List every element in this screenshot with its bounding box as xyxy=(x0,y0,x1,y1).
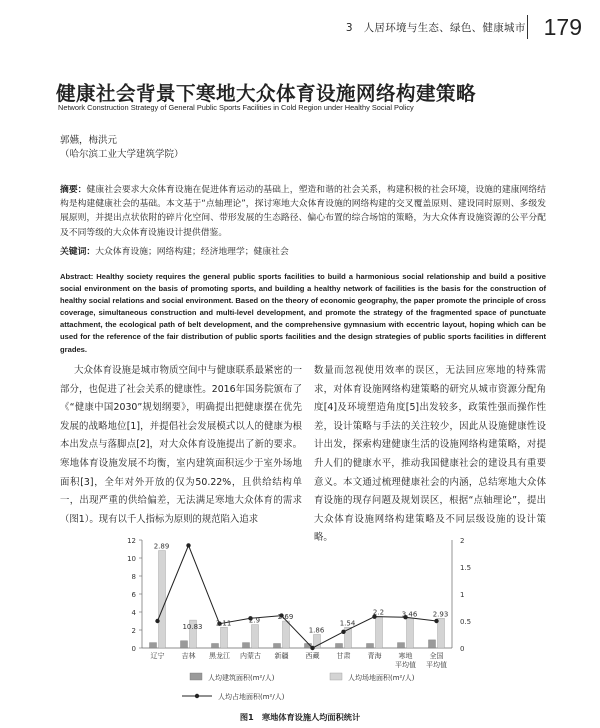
bar-building-area xyxy=(398,643,405,648)
y-left-tick-label: 4 xyxy=(131,609,136,617)
data-label: 2.89 xyxy=(153,542,170,551)
data-label: 2.9 xyxy=(248,616,261,625)
bar-site-area xyxy=(438,618,445,648)
line-point xyxy=(155,619,159,623)
legend-swatch-building xyxy=(190,673,202,680)
abstract-cn-text: 健康社会要求大众体育设施在促进体育运动的基础上，塑造和谐的社会关系，构建积极的社会环境，设施的建康网络结构是构建健康社会的基础。本文基于“点轴理论”，探讨寒地大众体育设施的网络构建的交叉覆盖原则、建设同时原则、多级发展原则，并提出点状依附的碎片化空间、带形发展的生态路径、偏心布置的综合场馆的策略，为大众体育设施资源的公平分配及不同等级的大众体育设施设计提供借鉴。 xyxy=(60,185,546,238)
y-left-tick-label: 8 xyxy=(131,573,136,581)
x-category-label: 新疆 xyxy=(274,652,289,660)
line-point xyxy=(310,646,314,650)
bar-site-area xyxy=(221,627,228,648)
y-right-tick-label: 1 xyxy=(460,591,465,599)
article-title-en: Network Construction Strategy of General Public Sports Facilities in Cold Region under Healthy Social Policy xyxy=(58,103,414,112)
legend-swatch-site xyxy=(330,673,342,680)
line-point xyxy=(341,630,345,634)
data-label: 3.11 xyxy=(215,619,232,628)
y-left-tick-label: 0 xyxy=(131,645,136,653)
line-land-area xyxy=(158,545,437,648)
figure-1-chart xyxy=(70,530,550,708)
data-label: 3.46 xyxy=(401,610,418,619)
abstract-cn xyxy=(60,183,546,240)
x-category-label: 黑龙江 xyxy=(209,652,230,660)
x-category-label: 吉林 xyxy=(181,652,196,660)
bar-building-area xyxy=(274,644,281,649)
bar-building-area xyxy=(429,640,436,648)
body-column-right: 数量而忽视使用效率的误区，无法回应寒地的特殊需求，对体育设施网络构建策略的研究从城市资源分配角度[4]及环境塑造角度[5]出发较多，政策性强而操作性差，设计策略与手法的关注较少，因此从设施健康性设计出发，探索构建健康生活的设施网络构建策略，对提升人们的健康水平，推动我国健康社会的建设具有重要意义。本文通过梳理健康社会的内涵，总结寒地大众体育设施的现存问题及规划误区，根据“点轴理论”，提出大众体育设施网络构建策略及不同层级设施的设计策略。 xyxy=(314,365,546,544)
y-right-tick-label: 0.5 xyxy=(460,618,472,626)
bar-site-area xyxy=(159,551,166,648)
x-category-label: 西藏 xyxy=(305,652,320,660)
bar-building-area xyxy=(367,644,374,649)
affiliation: （哈尔滨工业大学建筑学院） xyxy=(60,149,184,160)
legend-label-site: 人均场地面积(m²/人) xyxy=(348,674,415,682)
keywords xyxy=(60,245,546,259)
data-label: 1.86 xyxy=(308,626,325,635)
y-left-tick-label: 2 xyxy=(131,627,136,635)
data-label: 2.93 xyxy=(432,610,449,619)
x-category-label: 平均值 xyxy=(426,661,447,669)
abstract-en xyxy=(60,271,546,356)
bar-site-area xyxy=(283,621,290,648)
x-category-label: 甘肃 xyxy=(336,652,351,660)
y-right-tick-label: 0 xyxy=(460,645,465,653)
data-label: 2.69 xyxy=(277,613,294,621)
bar-site-area xyxy=(376,617,383,649)
x-category-label: 寒地 xyxy=(398,652,413,660)
abstract-en-text: Healthy society requires the general public sports facilities to build a harmonious social relationship and build a positive social environment on the basis of promoting sports, and building a healthy network of facilities is the basis for the construction of healthy social relations and social environment. Based on the theory of economic geography, the paper promote the principle of cross coverage, simultaneous construction and multi-level development, and promote the strategy of the fragmented space of punctuate attachment, the ecological path of belt development, and the comprehensive gymnasium with eccentric layout, hoping which can be used for the reference of the fair distribution of public sports facilities and the design strategies of public sports facilities in different grades. xyxy=(60,272,546,354)
x-category-label: 辽宁 xyxy=(150,652,165,660)
legend-label-building: 人均建筑面积(m²/人) xyxy=(208,674,275,682)
abstract-en-label: Abstract: xyxy=(60,272,94,281)
line-point xyxy=(186,543,190,547)
page-number: 179 xyxy=(543,13,582,40)
bar-building-area xyxy=(181,641,188,648)
legend-label-land: 人均占地面积(m²/人) xyxy=(218,693,285,701)
bar-building-area xyxy=(243,643,250,648)
keywords-label: 关键词： xyxy=(60,247,96,257)
y-left-tick-label: 6 xyxy=(131,591,136,599)
x-category-label: 平均值 xyxy=(395,661,416,669)
author-names: 郭嬿，梅洪元 xyxy=(60,135,118,146)
x-category-label: 全国 xyxy=(429,652,444,660)
author-block xyxy=(60,134,184,162)
figure-caption: 图1 寒地体育设施人均面积统计 xyxy=(239,712,361,722)
bar-building-area xyxy=(212,644,219,649)
article-title-cn: 健康社会背景下寒地大众体育设施网络构建策略 xyxy=(56,82,477,105)
bar-site-area xyxy=(252,625,259,648)
keywords-text: 大众体育设施；网络构建；经济地理学；健康社会 xyxy=(95,247,289,257)
data-label: 10.83 xyxy=(182,623,203,632)
abstract-cn-label: 摘要： xyxy=(60,185,87,195)
data-label: 1.54 xyxy=(339,619,356,628)
bar-building-area xyxy=(150,643,157,648)
y-right-tick-label: 1.5 xyxy=(460,564,472,572)
legend-marker-land xyxy=(195,694,199,698)
x-category-label: 内蒙古 xyxy=(240,652,261,660)
section-title: 3 人居环境与生态、绿色、健康城市 xyxy=(345,21,526,34)
line-point xyxy=(434,619,438,623)
bar-site-area xyxy=(407,618,414,648)
y-right-tick-label: 2 xyxy=(460,537,465,545)
y-left-tick-label: 12 xyxy=(127,537,136,545)
y-left-tick-label: 10 xyxy=(127,555,136,563)
header-divider xyxy=(527,15,528,39)
bar-building-area xyxy=(336,644,343,649)
data-label: 2.2 xyxy=(372,608,385,617)
body-column-left: 大众体育设施是城市物质空间中与健康联系最紧密的一部分，也促进了社会关系的健康性。2016年国务院颁布了《“健康中国2030”规划纲要》，明确提出把健康摆在优先发展的战略地位[1]，并提倡社会发展模式以人的健康为根本出发点与落脚点[2]，对大众体育设施提出了新的要求。寒地体育设施发展不均衡，室内建筑面积远少于室外场地面积[3]，全年对外开放的仅为50.22%，且供给结构单一，出现严重的供给偏差，无法满足寒地大众体育的需求（图1）。现有以千人指标为原则的规范陷入追求 xyxy=(60,365,302,525)
x-category-label: 青海 xyxy=(367,652,382,660)
